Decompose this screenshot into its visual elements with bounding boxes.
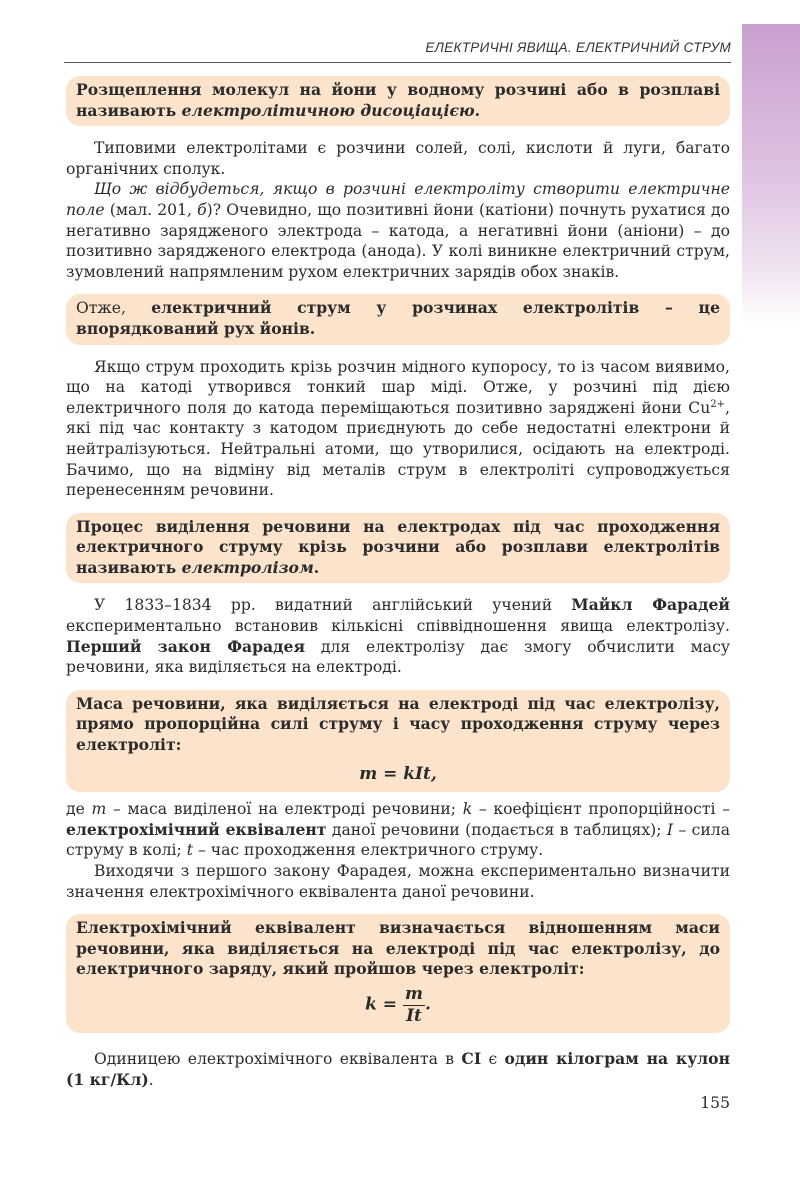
formula-k-m-over-it bbox=[76, 980, 720, 1028]
definition-box-electrochemical-equivalent bbox=[66, 914, 730, 1033]
para3-part1: Якщо струм проходить крізь розчин мідного купоросу, то із часом виявимо, що на катоді утворився тонкий шар міді. Отже, у розчині під дією електричного поля до катода переміщаються позитивно заряджені йони Cu bbox=[66, 357, 730, 417]
faraday-name: Майкл Фарадей bbox=[571, 595, 730, 615]
var-m: m bbox=[91, 800, 107, 819]
para5-lead: де bbox=[66, 800, 92, 819]
var-i: I bbox=[666, 820, 674, 839]
box1-term: електролітичною дисоціацією bbox=[181, 100, 475, 120]
paragraph-faraday bbox=[66, 595, 730, 677]
definition-box-current-in-electrolytes bbox=[66, 294, 730, 344]
box3-term: електролізом bbox=[181, 557, 314, 577]
para7-end: . bbox=[148, 1070, 154, 1089]
para5-t4: – сила струму в колі; bbox=[66, 820, 730, 860]
para5-t1: – маса виділеної на електроді речовини; bbox=[106, 800, 463, 819]
page-content bbox=[66, 76, 730, 1090]
box5-text: Електрохімічний еквівалент визначається відношенням маси речовини, яка виділяється на електроді під час електролізу, до електричного заряду, який пройшов через електроліт: bbox=[76, 918, 720, 979]
box3-text: Процес виділення речовини на електродах під час проходження електричного струму крізь розчини або розплави електролітів називають bbox=[76, 516, 720, 577]
formula-k-lhs: k = bbox=[365, 994, 398, 1015]
fraction-numerator: m bbox=[404, 983, 423, 1004]
paragraph-electric-field bbox=[66, 179, 730, 282]
var-k: k bbox=[462, 800, 473, 819]
box2-prefix: Отже, bbox=[76, 299, 152, 318]
para5-t2: – коефіцієнт пропорційності – bbox=[472, 800, 731, 819]
box1-end: . bbox=[474, 100, 481, 120]
para7-part1: Одиницею електрохімічного еквівалента в bbox=[94, 1050, 462, 1069]
box2-bold: електричний струм у розчинах електролітів – це впорядкований рух йонів. bbox=[76, 298, 720, 338]
formula-fraction bbox=[403, 984, 425, 1026]
para2-rest: )? Очевидно, що позитивні йони (катіони) почнуть рухатися до негативно зарядженого электрода – катода, а негативні йони (аніони) – до позитивно зарядженого електрода (анода). У колі виникне електричний струм, зумовлений напрямленим рухом електричних зарядів обох знаків. bbox=[66, 200, 730, 281]
para3-superscript: 2+ bbox=[710, 398, 726, 410]
para3-part2: , які під час контакту з катодом приєднують до себе недостатні електрони й нейтралізуються. Нейтральні атоми, що утворилися, осідають на електроді. Бачимо, що на відміну від металів струм в електроліті супроводжується перенесенням речовини. bbox=[66, 398, 730, 500]
chapter-side-tab bbox=[742, 24, 800, 324]
definition-box-dissociation bbox=[66, 76, 730, 126]
box3-end: . bbox=[313, 557, 320, 577]
paragraph-unit bbox=[66, 1049, 730, 1090]
para4-part2: експериментально встановив кількісні співвідношення явища електролізу. bbox=[66, 617, 730, 636]
para2-ref: (мал. 201, bbox=[104, 200, 198, 219]
header-title: ЕЛЕКТРИЧНІ ЯВИЩА. ЕЛЕКТРИЧНИЙ СТРУМ bbox=[425, 40, 731, 55]
para4-part1: У 1833–1834 рр. видатний англійський учений bbox=[94, 596, 572, 615]
formula-end: . bbox=[424, 994, 431, 1015]
paragraph-copper-sulfate bbox=[66, 357, 730, 501]
box1-text: Розщеплення молекул на йони у водному розчині або в розплаві називають bbox=[76, 80, 720, 120]
para2-ref-letter: б bbox=[197, 200, 207, 219]
para4-part3: для електролізу дає змогу обчислити масу речовини, яка виділяється на електроді. bbox=[66, 637, 730, 677]
term-electrochemical-equivalent: електрохімічний еквівалент bbox=[66, 819, 327, 839]
para5-t5: – час проходження електричного струму. bbox=[193, 841, 544, 860]
paragraph-variables bbox=[66, 799, 730, 861]
unit-definition: один кілограм на кулон (1 кг/Кл) bbox=[66, 1049, 730, 1089]
para7-part2: є bbox=[481, 1050, 505, 1069]
law-box-faraday-first bbox=[66, 690, 730, 792]
running-header bbox=[64, 40, 731, 63]
paragraph-determine-equivalent: Виходячи з першого закону Фарадея, можна експериментально визначити значення електрохімічного еквівалента даної речовини. bbox=[66, 862, 730, 901]
var-t: t bbox=[186, 841, 194, 860]
si-abbrev: СІ bbox=[461, 1049, 482, 1069]
para5-t3: даної речовини (подається в таблицях); bbox=[326, 820, 667, 839]
para2-italic: Що ж відбудеться, якщо в розчині електроліту створити електричне поле bbox=[66, 180, 730, 219]
faraday-law-name: Перший закон Фарадея bbox=[66, 636, 305, 656]
definition-box-electrolysis bbox=[66, 513, 730, 584]
paragraph-electrolytes: Типовими електролітами є розчини солей, солі, кислоти й луги, багато органічних сполук. bbox=[66, 139, 730, 178]
box4-text: Маса речовини, яка виділяється на електроді під час електролізу, прямо пропорційна силі струму і часу проходження струму через електроліт: bbox=[76, 693, 720, 755]
formula-m-kit: m = kIt, bbox=[359, 763, 437, 784]
fraction-denominator: It bbox=[406, 1005, 422, 1026]
page-number: 155 bbox=[700, 1094, 730, 1112]
